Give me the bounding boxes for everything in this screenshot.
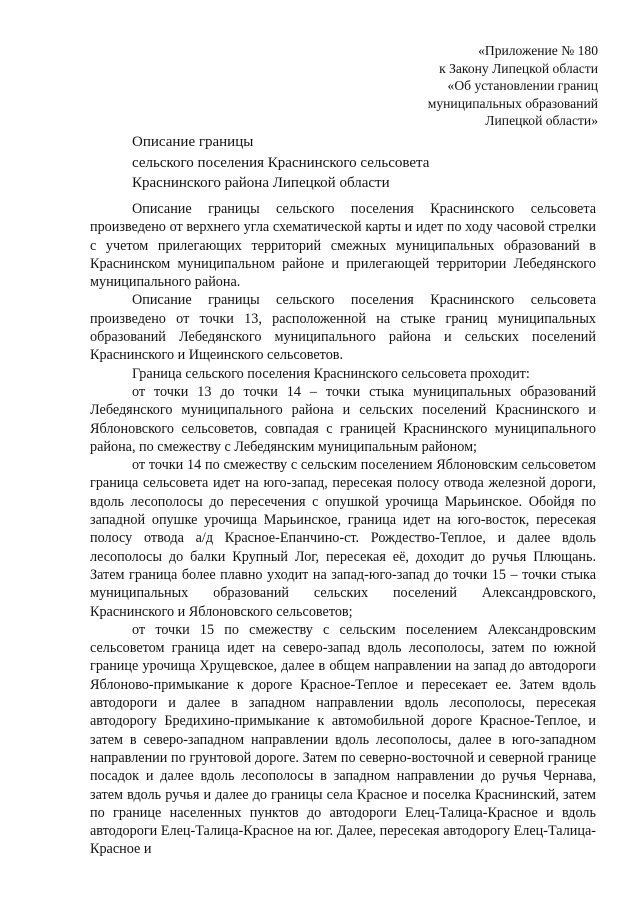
body-paragraph: от точки 15 по смежеству с сельским поселением Александровским сельсоветом граница идет на северо-запад вдоль лесополосы, затем по южной границе урочища Хрущевское, далее в общем направлении на запад до автодороги Яблоново-примыкание к дороге Красное-Теплое и пересекает ее. Затем вдоль автодороги и далее в западном направлении вдоль лесополосы, пересекая автодорогу Бредихино-примыкание к автомобильной дороге Красное-Теплое, и затем в северо-западном направлении вдоль лесополосы, далее в юго-западном направлении по грунтовой дороге. Затем по северно-восточной и северной границе посадок и далее вдоль лесополосы в западном направлении до ручья Чернава, затем вдоль ручья и далее до границы села Красное и поселка Краснинский, затем по границе населенных пунктов до автодороги Елец-Талица-Красное и вдоль автодороги Елец-Талица-Красное на юг. Далее, пересекая автодорогу Елец-Талица-Красное и xyxy=(90,621,596,858)
annex-line: Липецкой области» xyxy=(485,113,598,128)
annex-reference xyxy=(358,42,598,130)
body-paragraph: от точки 14 по смежеству с сельским поселением Яблоновским сельсоветом граница сельсовета идет на юго-запад, пересекая полосу отвода железной дороги, вдоль лесополосы до пересечения с опушкой урочища Марьинское. Обойдя по западной опушке урочища Марьинское, граница идет на юго-восток, пересекая полосу отвода а/д Красное-Епанчино-ст. Рождество-Теплое, и далее вдоль лесополосы до балки Крупный Лог, пересекая её, доходит до ручья Плющань. Затем граница более плавно уходит на запад-юго-запад до точки 15 – точки стыка муниципальных образований сельских поселений Александровского, Краснинского и Яблоновского сельсоветов; xyxy=(90,457,596,620)
title-line: Описание границы xyxy=(132,134,254,150)
body-paragraph: Описание границы сельского поселения Краснинского сельсовета произведено от верхнего угла схематической карты и идет по ходу часовой стрелки с учетом прилегающих территорий смежных муниципальных образований в Краснинском муниципальном районе и прилегающей территории Лебедянского муниципального района. xyxy=(90,201,596,291)
document-title xyxy=(132,132,532,194)
annex-line: «Приложение № 180 xyxy=(478,43,598,58)
annex-line: к Закону Липецкой области xyxy=(439,60,598,76)
title-line: Краснинского района Липецкой области xyxy=(132,175,390,191)
annex-line: муниципальных образований xyxy=(427,95,598,111)
body-paragraph: Описание границы сельского поселения Краснинского сельсовета произведено от точки 13, расположенной на стыке границ муниципальных образований Лебедянского муниципального района и сельских поселений Краснинского и Ищеинского сельсоветов. xyxy=(90,292,596,364)
title-line: сельского поселения Краснинского сельсовета xyxy=(132,154,430,171)
document-body xyxy=(90,200,596,859)
annex-line: «Об установлении границ xyxy=(447,78,598,93)
body-paragraph: от точки 13 до точки 14 – точки стыка муниципальных образований Лебедянского муниципального района и сельских поселений Краснинского и Яблоновского сельсоветов, совпадая с границей Краснинского муниципального района, по смежеству с Лебедянским муниципальным районом; xyxy=(90,383,596,455)
body-paragraph: Граница сельского поселения Краснинского сельсовета проходит: xyxy=(132,365,530,382)
